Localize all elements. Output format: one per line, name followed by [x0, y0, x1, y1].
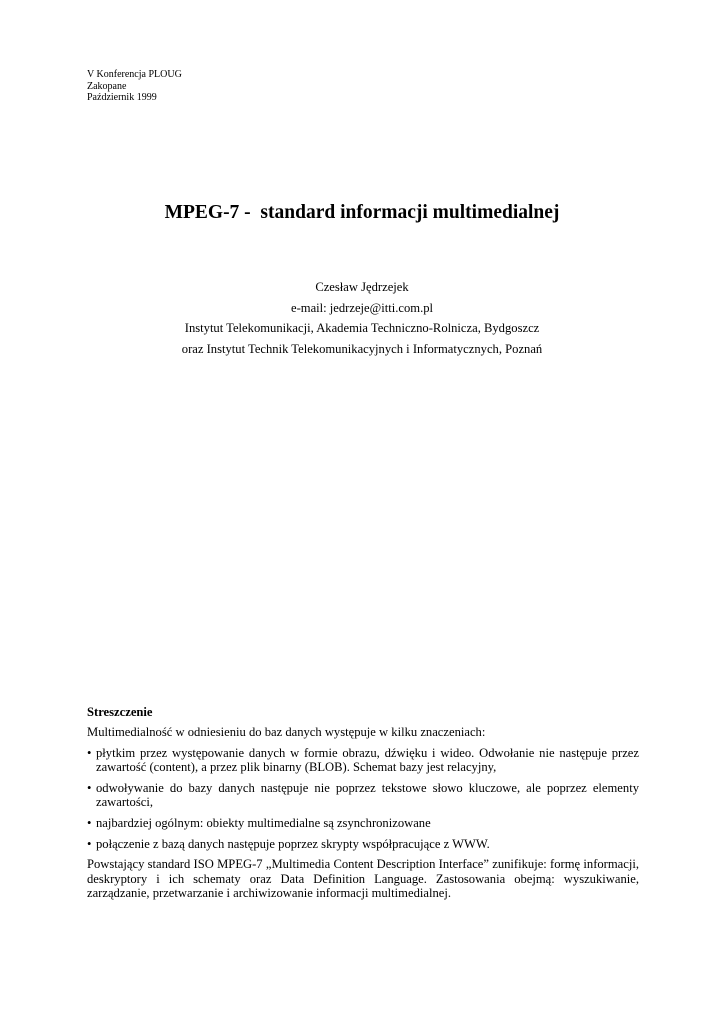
abstract-bullet: [87, 837, 639, 852]
bullet-mark: •: [87, 816, 92, 831]
abstract-bullet: [87, 816, 639, 831]
bullet-text: płytkim przez występowanie danych w formie obrazu, dźwięku i wideo. Odwołanie nie następuje przez zawartość (content), a przez plik binarny (BLOB). Schemat bazy jest relacyjny,: [96, 745, 639, 775]
conference-name: V Konferencja PLOUG: [87, 69, 182, 80]
author-email: e-mail: jedrzeje@itti.com.pl: [290, 300, 434, 315]
bullet-mark: •: [87, 836, 92, 851]
author-name: Czesław Jędrzejek: [315, 280, 409, 294]
abstract-bullet: [87, 781, 639, 810]
bullet-mark: •: [87, 780, 92, 795]
paper-title: MPEG-7 - standard informacji multimedialnej: [164, 202, 560, 223]
abstract-heading: Streszczenie: [87, 705, 153, 719]
bullet-mark: •: [87, 745, 92, 760]
author-affiliation-1: Instytut Telekomunikacji, Akademia Techniczno-Rolnicza, Bydgoszcz: [184, 321, 540, 335]
abstract-intro: Multimedialność w odniesieniu do baz danych występuje w kilku znaczeniach:: [87, 725, 486, 740]
abstract-closing: Powstający standard ISO MPEG-7 „Multimedia Content Description Interface” zunifikuje: formę informacji, deskryptory i ich schematy oraz Data Definition Language. Zastosowania obejmą: wyszukiwanie, zarządzanie, przetwarzanie i archiwizowanie informacji multimedialnej.: [87, 857, 639, 901]
bullet-text: odwoływanie do bazy danych następuje nie poprzez tekstowe słowo kluczowe, ale poprzez elementy zawartości,: [96, 780, 639, 810]
conference-date: Październik 1999: [87, 92, 157, 103]
conference-location: Zakopane: [87, 80, 127, 92]
author-block: [0, 277, 724, 359]
author-affiliation-2: oraz Instytut Technik Telekomunikacyjnych i Informatycznych, Poznań: [181, 341, 543, 356]
bullet-text: połączenie z bazą danych następuje poprzez skrypty współpracujące z WWW.: [96, 836, 490, 851]
conference-header: [87, 69, 182, 104]
abstract-bullet: [87, 746, 639, 775]
bullet-text: najbardziej ogólnym: obiekty multimedialne są zsynchronizowane: [96, 816, 431, 831]
abstract-section: [87, 705, 639, 907]
